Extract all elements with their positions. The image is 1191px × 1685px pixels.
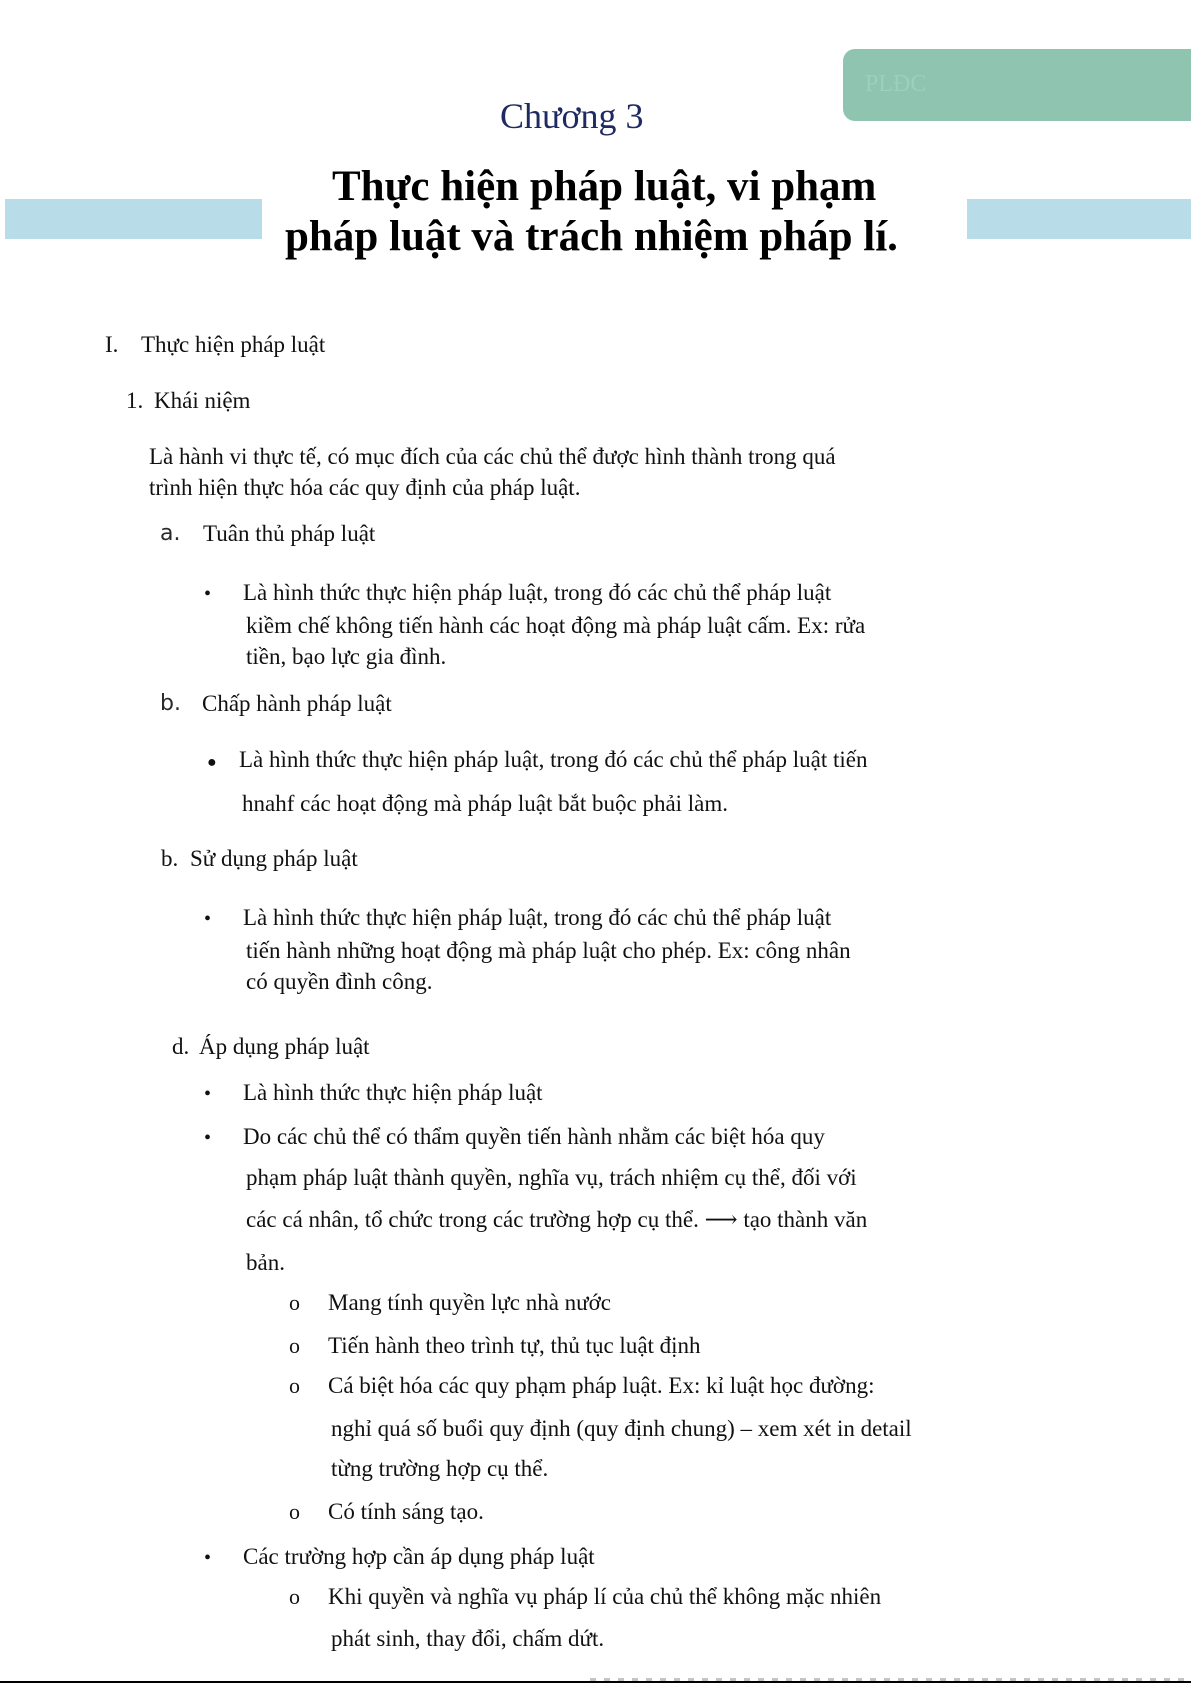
- bottom-rule: [0, 1681, 1191, 1683]
- sub-1-circle: o: [289, 1290, 300, 1315]
- subsection-1-marker: 1.: [126, 388, 144, 413]
- item-d-item-3: Các trường hợp cần áp dụng pháp luật: [243, 1544, 595, 1569]
- item-b2-line-2: tiến hành những hoạt động mà pháp luật cho phép. Ex: công nhân: [246, 938, 851, 963]
- definition-line-1: Là hành vi thực tế, có mục đích của các chủ thể được hình thành trong quá: [149, 444, 836, 469]
- section-i-marker: I.: [105, 332, 119, 357]
- sub-2-circle: o: [289, 1333, 300, 1358]
- item-d-bullet-3: •: [204, 1547, 212, 1569]
- item-a-line-2: kiềm chế không tiến hành các hoạt động mà pháp luật cấm. Ex: rửa: [246, 613, 866, 638]
- sub-5-line-1: Khi quyền và nghĩa vụ pháp lí của chủ thể không mặc nhiên: [328, 1584, 882, 1609]
- item-d-bullet-1: •: [204, 1083, 212, 1105]
- item-a-line-1: Là hình thức thực hiện pháp luật, trong đó các chủ thể pháp luật: [243, 580, 832, 605]
- item-b2-marker: b.: [161, 846, 179, 871]
- item-b1-bullet: ●: [207, 754, 217, 771]
- item-a-marker: a.: [160, 521, 181, 546]
- sub-2-text: Tiến hành theo trình tự, thủ tục luật định: [328, 1333, 701, 1358]
- item-a-heading: Tuân thủ pháp luật: [203, 521, 376, 546]
- header-tab-label: PLĐC: [865, 71, 927, 97]
- subsection-1-heading: Khái niệm: [154, 388, 251, 413]
- item-d-bullet-2: •: [204, 1127, 212, 1149]
- sub-3-line-1: Cá biệt hóa các quy phạm pháp luật. Ex: kỉ luật học đường:: [328, 1373, 875, 1398]
- page-title-line-2: pháp luật và trách nhiệm pháp lí.: [285, 213, 898, 260]
- definition-line-2: trình hiện thực hóa các quy định của pháp luật.: [149, 475, 581, 500]
- item-b2-line-1: Là hình thức thực hiện pháp luật, trong đó các chủ thể pháp luật: [243, 905, 832, 930]
- item-a-bullet: •: [204, 583, 212, 605]
- item-d-item-2-line-2: phạm pháp luật thành quyền, nghĩa vụ, trách nhiệm cụ thể, đối với: [246, 1165, 857, 1190]
- sub-3-line-3: từng trường hợp cụ thể.: [331, 1456, 549, 1481]
- item-b2-line-3: có quyền đình công.: [246, 969, 433, 994]
- sub-3-line-2: nghỉ quá số buổi quy định (quy định chung) – xem xét in detail: [331, 1416, 912, 1441]
- sub-4-text: Có tính sáng tạo.: [328, 1499, 484, 1524]
- item-d-item-2-line-1: Do các chủ thể có thẩm quyền tiến hành nhằm các biệt hóa quy: [243, 1124, 825, 1149]
- item-d-item-1: Là hình thức thực hiện pháp luật: [243, 1080, 543, 1105]
- sub-5-line-2: phát sinh, thay đổi, chấm dứt.: [331, 1626, 605, 1651]
- item-b1-marker: b.: [160, 691, 181, 716]
- sub-3-circle: o: [289, 1373, 300, 1398]
- header-tab: [843, 49, 1191, 121]
- item-b1-line-1: Là hình thức thực hiện pháp luật, trong đó các chủ thể pháp luật tiến: [239, 747, 868, 772]
- chapter-heading: Chương 3: [500, 96, 644, 136]
- item-d-item-2-line-3: các cá nhân, tổ chức trong các trường hợp cụ thể. ⟶ tạo thành văn: [246, 1207, 868, 1232]
- sub-5-circle: o: [289, 1584, 300, 1609]
- right-title-band: [967, 199, 1191, 239]
- item-d-item-2-line-4: bản.: [246, 1250, 285, 1275]
- item-d-marker: d.: [172, 1034, 190, 1059]
- page-title-line-1: Thực hiện pháp luật, vi phạm: [332, 163, 877, 210]
- sub-1-text: Mang tính quyền lực nhà nước: [328, 1290, 612, 1315]
- item-a-line-3: tiền, bạo lực gia đình.: [246, 644, 447, 669]
- section-i-heading: Thực hiện pháp luật: [141, 332, 326, 357]
- item-d-heading: Áp dụng pháp luật: [199, 1034, 370, 1059]
- item-b2-heading: Sử dụng pháp luật: [190, 846, 358, 871]
- item-b1-line-2: hnahf các hoạt động mà pháp luật bắt buộc phải làm.: [242, 791, 729, 816]
- sub-4-circle: o: [289, 1499, 300, 1524]
- item-b2-bullet: •: [204, 908, 212, 930]
- item-b1-heading: Chấp hành pháp luật: [202, 691, 392, 716]
- left-title-band: [5, 199, 262, 239]
